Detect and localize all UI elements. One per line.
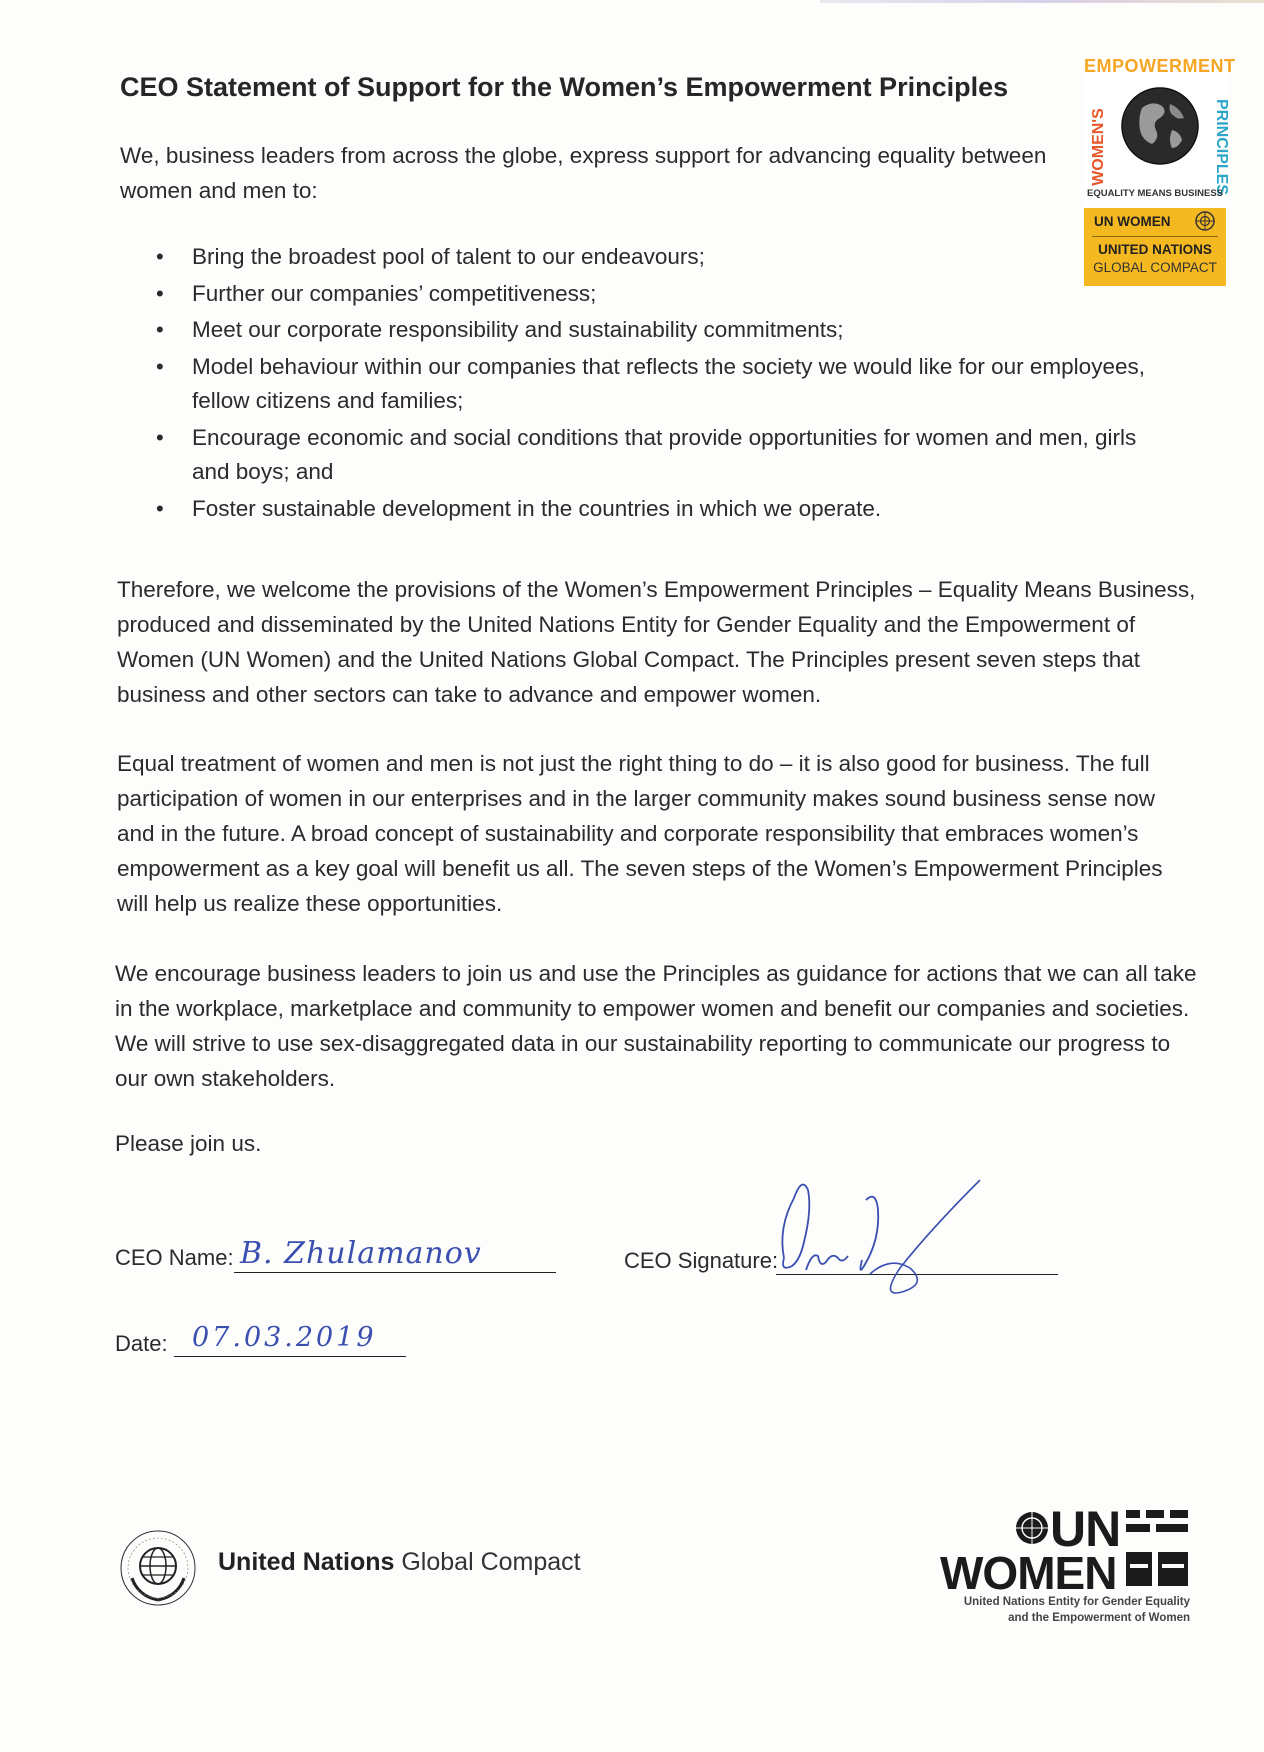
gc-bold-text: United Nations	[218, 1548, 395, 1576]
un-women-subtitle-line2: and the Empowerment of Women	[1008, 1612, 1190, 1624]
un-women-emblem-icon	[1014, 1510, 1050, 1546]
date-field[interactable]: 07.03.2019	[192, 1322, 377, 1353]
wep-womens-text: WOMEN'S	[1090, 108, 1107, 186]
list-item: • Meet our corporate responsibility and sustainability commitments;	[150, 313, 1160, 348]
commitments-list	[150, 240, 1160, 528]
list-item: • Encourage economic and social conditions that provide opportunities for women and men, girls and boys; and	[150, 421, 1160, 490]
wep-un-women-text: UN WOMEN	[1094, 214, 1171, 229]
date-underline	[174, 1356, 406, 1357]
list-item: • Model behaviour within our companies that reflects the society we would like for our employees, fellow citizens and families;	[150, 350, 1160, 419]
ceo-signature-label: CEO Signature:	[624, 1248, 779, 1273]
paragraph-equal-treatment: Equal treatment of women and men is not just the right thing to do – it is also good for business. The full participation of women in our enterprises and in the larger community makes sound business sense now and in the future. A broad concept of sustainability and corporate responsibility that embraces women’s empowerment as a key goal will benefit us all. The seven steps of the Women’s Empowerment Principles will help us realize these opportunities.	[117, 751, 1163, 916]
un-women-subtitle-line1: United Nations Entity for Gender Equality	[963, 1596, 1190, 1608]
ceo-name-field[interactable]: B. Zhulamanov	[240, 1236, 482, 1271]
list-item: • Bring the broadest pool of talent to our endeavours;	[150, 240, 1160, 275]
scan-edge-line	[820, 0, 1264, 3]
un-emblem-icon	[1194, 210, 1216, 232]
wep-logo	[1084, 56, 1236, 286]
date-label: Date:	[115, 1331, 168, 1356]
closing-line: Please join us.	[115, 1131, 262, 1156]
intro-paragraph: We, business leaders from across the globe, express support for advancing equality between women and men to:	[120, 143, 1047, 203]
global-compact-wordmark	[218, 1548, 581, 1577]
wep-ungc-line2: GLOBAL COMPACT	[1093, 260, 1217, 275]
wep-tagline: EQUALITY MEANS BUSINESS	[1086, 188, 1223, 199]
un-women-un-text: UN	[1050, 1501, 1121, 1557]
wep-principles-text: PRINCIPLES	[1213, 98, 1230, 195]
gc-light-text: Global Compact	[401, 1548, 581, 1576]
wep-ungc-line1: UNITED NATIONS	[1098, 242, 1212, 257]
ceo-signature-field[interactable]	[770, 1160, 1000, 1300]
wep-empowerment-text: EMPOWERMENT	[1084, 56, 1236, 76]
globe-icon	[1120, 86, 1200, 166]
ceo-name-underline	[234, 1272, 556, 1273]
un-women-women-text: WOMEN	[940, 1547, 1117, 1599]
paragraph-encourage: We encourage business leaders to join us and use the Principles as guidance for actions that we can all take in the workplace, marketplace and community to empower women and benefit our companies and societies. We will strive to use sex-disaggregated data in our sustainability reporting to communicate our progress to our own stakeholders.	[115, 961, 1197, 1091]
ceo-name-label: CEO Name:	[115, 1245, 234, 1270]
page-title: CEO Statement of Support for the Women’s Empowerment Principles	[120, 72, 1009, 102]
list-item: • Foster sustainable development in the countries in which we operate.	[150, 492, 1160, 527]
global-compact-logo-icon	[118, 1528, 198, 1608]
un-women-equality-bars-icon	[1124, 1508, 1190, 1588]
wep-divider	[1092, 236, 1218, 237]
paragraph-provisions: Therefore, we welcome the provisions of the Women’s Empowerment Principles – Equality Means Business, produced and disseminated by the United Nations Entity for Gender Equality and the Empowerment of Women (UN Women) and the United Nations Global Compact. The Principles present seven steps that business and other sectors can take to advance and empower women.	[117, 577, 1196, 707]
list-item: • Further our companies’ competitiveness;	[150, 277, 1160, 312]
